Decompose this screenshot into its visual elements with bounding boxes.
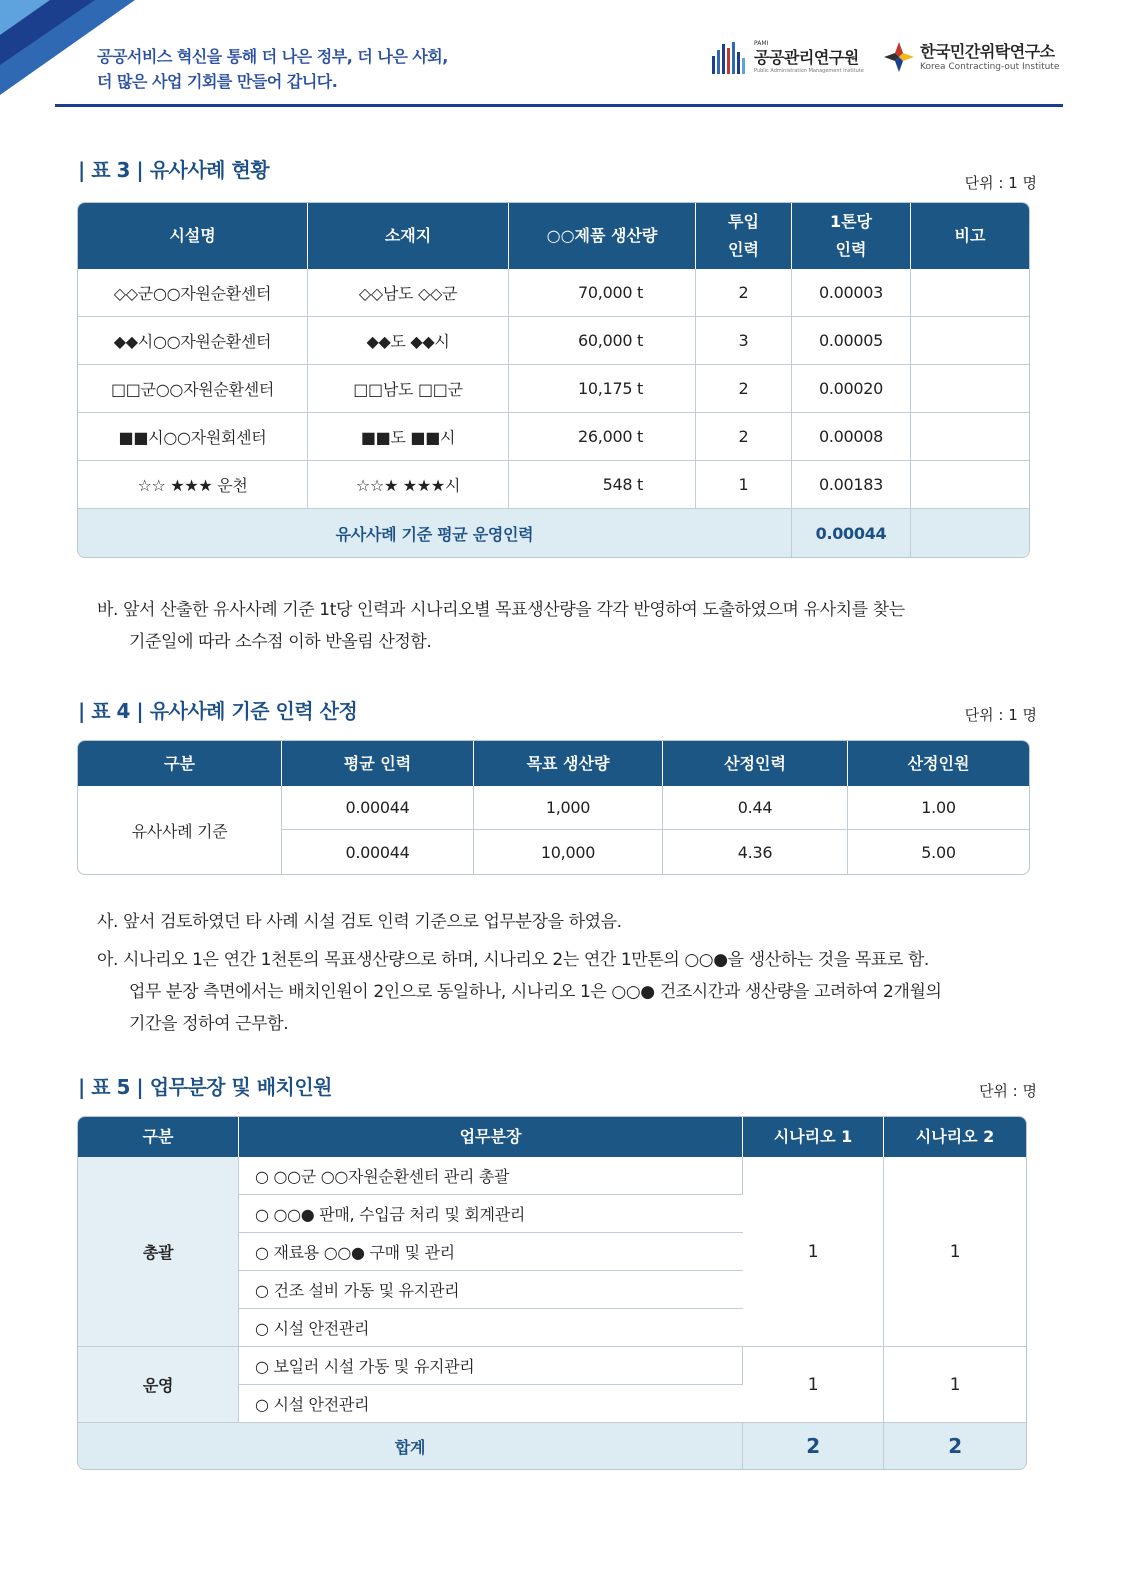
table4-col-target: 목표 생산량 <box>474 741 663 786</box>
scenario-2-cell: 1 <box>884 1157 1026 1347</box>
note-cell <box>911 413 1029 461</box>
table-row <box>78 1347 1026 1385</box>
per-ton-cell: 0.00020 <box>792 365 911 413</box>
total-scenario-2: 2 <box>884 1423 1026 1469</box>
location-cell: ■■도 ■■시 <box>308 413 509 461</box>
facility-cell: ☆☆ ★★★ 운천 <box>78 461 308 509</box>
kco-english: Korea Contracting-out Institute <box>920 61 1060 72</box>
table-row <box>78 317 1029 365</box>
calc-staff-cell: 0.44 <box>663 786 848 830</box>
table4-col-calc-staff: 산정인력 <box>663 741 848 786</box>
task-cell: ○ ○○● 판매, 수입금 처리 및 회계관리 <box>239 1195 743 1233</box>
facility-cell: □□군○○자원순환센터 <box>78 365 308 413</box>
avg-staff-cell: 0.00044 <box>282 830 474 874</box>
task-cell: ○ ○○군 ○○자원순환센터 관리 총괄 <box>239 1157 743 1195</box>
paragraph-ba <box>97 594 1017 658</box>
average-label: 유사사례 기준 평균 운영인력 <box>78 509 792 557</box>
paragraph-a <box>97 944 1017 1040</box>
per-ton-cell: 0.00183 <box>792 461 911 509</box>
location-cell: ◆◆도 ◆◆시 <box>308 317 509 365</box>
table-row <box>78 1157 1026 1195</box>
table3-col-staff: 투입 인력 <box>696 203 792 269</box>
table4-col-calc-people: 산정인원 <box>848 741 1029 786</box>
kco-name: 한국민간위탁연구소 <box>920 41 1055 61</box>
tagline-line-1: 공공서비스 혁신을 통해 더 나은 정부, 더 나은 사회, <box>97 47 448 66</box>
table3-col-facility: 시설명 <box>78 203 308 269</box>
total-label: 합계 <box>78 1423 743 1469</box>
table3-col-per-ton: 1톤당 인력 <box>792 203 911 269</box>
facility-cell: ◇◇군○○자원순환센터 <box>78 269 308 317</box>
kco-star-icon <box>882 40 916 74</box>
note-cell <box>911 317 1029 365</box>
table5-unit: 단위 : 명 <box>978 1082 1037 1100</box>
average-note-cell <box>911 509 1029 557</box>
location-cell: ☆☆★ ★★★시 <box>308 461 509 509</box>
task-cell: ○ 재료용 ○○● 구매 및 관리 <box>239 1233 743 1271</box>
facility-cell: ◆◆시○○자원순환센터 <box>78 317 308 365</box>
task-cell: ○ 건조 설비 가동 및 유지관리 <box>239 1271 743 1309</box>
note-cell <box>911 269 1029 317</box>
paragraph-a-line-2: 업무 분장 측면에서는 배치인원이 2인으로 동일하나, 시나리오 1은 ○○● 건조시간과 생산량을 고려하여 2개월의 <box>129 982 942 1002</box>
calc-staff-cell: 4.36 <box>663 830 848 874</box>
table5-col-scenario-2: 시나리오 2 <box>884 1117 1026 1157</box>
pami-name: 공공관리연구원 <box>754 48 859 67</box>
staff-cell: 1 <box>696 461 792 509</box>
table4-col-avg-staff: 평균 인력 <box>282 741 474 786</box>
table-row <box>78 786 1029 830</box>
table5-col-category: 구분 <box>78 1117 239 1157</box>
pami-bars-icon <box>712 42 750 74</box>
task-cell: ○ 시설 안전관리 <box>239 1309 743 1347</box>
table3-col-location: 소재지 <box>308 203 509 269</box>
paragraph-ba-line-1: 바. 앞서 산출한 유사사례 기준 1t당 인력과 시나리오별 목표생산량을 각각 반영하여 도출하였으며 유사치를 찾는 <box>97 600 905 620</box>
table-row <box>78 269 1029 317</box>
table5-total-row <box>78 1423 1026 1469</box>
header-divider <box>55 104 1063 107</box>
note-cell <box>911 365 1029 413</box>
table3-unit: 단위 : 1 명 <box>964 174 1037 192</box>
table3 <box>77 202 1030 558</box>
table3-col-production: ○○제품 생산량 <box>509 203 696 269</box>
staff-cell: 2 <box>696 365 792 413</box>
table3-header-row <box>78 203 1029 269</box>
group-operations: 운영 <box>78 1347 239 1423</box>
staff-cell: 2 <box>696 269 792 317</box>
kco-logo <box>882 40 1059 74</box>
table4-title: | 표 4 | 유사사례 기준 인력 산정 <box>78 699 358 723</box>
per-ton-cell: 0.00003 <box>792 269 911 317</box>
table4 <box>77 740 1030 875</box>
table4-header-row <box>78 741 1029 786</box>
task-cell: ○ 시설 안전관리 <box>239 1385 743 1423</box>
note-cell <box>911 461 1029 509</box>
table4-group-cell: 유사사례 기준 <box>78 786 282 874</box>
location-cell: □□남도 □□군 <box>308 365 509 413</box>
average-value: 0.00044 <box>792 509 911 557</box>
table-row <box>78 413 1029 461</box>
paragraph-a-line-1: 아. 시나리오 1은 연간 1천톤의 목표생산량으로 하며, 시나리오 2는 연간 1만톤의 ○○●을 생산하는 것을 목표로 함. <box>97 950 929 970</box>
calc-people-cell: 5.00 <box>921 842 956 862</box>
paragraph-ba-line-2: 기준일에 따라 소수점 이하 반올림 산정함. <box>129 632 432 652</box>
production-cell: 548 t <box>509 461 696 509</box>
facility-cell: ■■시○○자원회센터 <box>78 413 308 461</box>
table3-col-note: 비고 <box>911 203 1029 269</box>
calc-people-cell: 1.00 <box>848 786 1029 830</box>
target-cell: 10,000 <box>474 830 663 874</box>
location-cell: ◇◇남도 ◇◇군 <box>308 269 509 317</box>
production-cell: 10,175 t <box>509 365 696 413</box>
tagline <box>97 44 448 94</box>
table5-header-row <box>78 1117 1026 1157</box>
table-row <box>78 461 1029 509</box>
production-cell: 70,000 t <box>509 269 696 317</box>
production-cell: 26,000 t <box>509 413 696 461</box>
group-general: 총괄 <box>78 1157 239 1347</box>
tagline-line-2: 더 많은 사업 기회를 만들어 갑니다. <box>97 72 338 91</box>
table5 <box>77 1116 1027 1470</box>
pami-abbr: PAMI <box>754 40 769 47</box>
table3-average-row <box>78 509 1029 557</box>
table4-unit: 단위 : 1 명 <box>964 706 1037 724</box>
per-ton-cell: 0.00005 <box>792 317 911 365</box>
paragraph-a-line-3: 기간을 정하여 근무함. <box>129 1014 289 1034</box>
pami-logo <box>712 40 864 75</box>
scenario-1-cell: 1 <box>743 1347 884 1423</box>
table5-title: | 표 5 | 업무분장 및 배치인원 <box>78 1075 333 1099</box>
per-ton-cell: 0.00008 <box>792 413 911 461</box>
table3-title: | 표 3 | 유사사례 현황 <box>78 158 270 182</box>
staff-cell: 3 <box>696 317 792 365</box>
table4-col-category: 구분 <box>78 741 282 786</box>
pami-english: Public Administration Management Institute <box>754 68 864 74</box>
target-cell: 1,000 <box>474 786 663 830</box>
production-cell: 60,000 t <box>509 317 696 365</box>
table-row <box>78 365 1029 413</box>
paragraph-sa-line: 사. 앞서 검토하였던 타 사례 시설 검토 인력 기준으로 업무분장을 하였음. <box>97 912 622 932</box>
task-cell: ○ 보일러 시설 가동 및 유지관리 <box>239 1347 743 1385</box>
staff-cell: 2 <box>696 413 792 461</box>
total-scenario-1: 2 <box>743 1423 884 1469</box>
scenario-2-cell: 1 <box>884 1347 1026 1423</box>
paragraph-sa <box>97 906 1017 938</box>
avg-staff-cell: 0.00044 <box>282 786 474 830</box>
scenario-1-cell: 1 <box>743 1157 884 1347</box>
table5-col-scenario-1: 시나리오 1 <box>743 1117 884 1157</box>
table5-col-duties: 업무분장 <box>239 1117 743 1157</box>
